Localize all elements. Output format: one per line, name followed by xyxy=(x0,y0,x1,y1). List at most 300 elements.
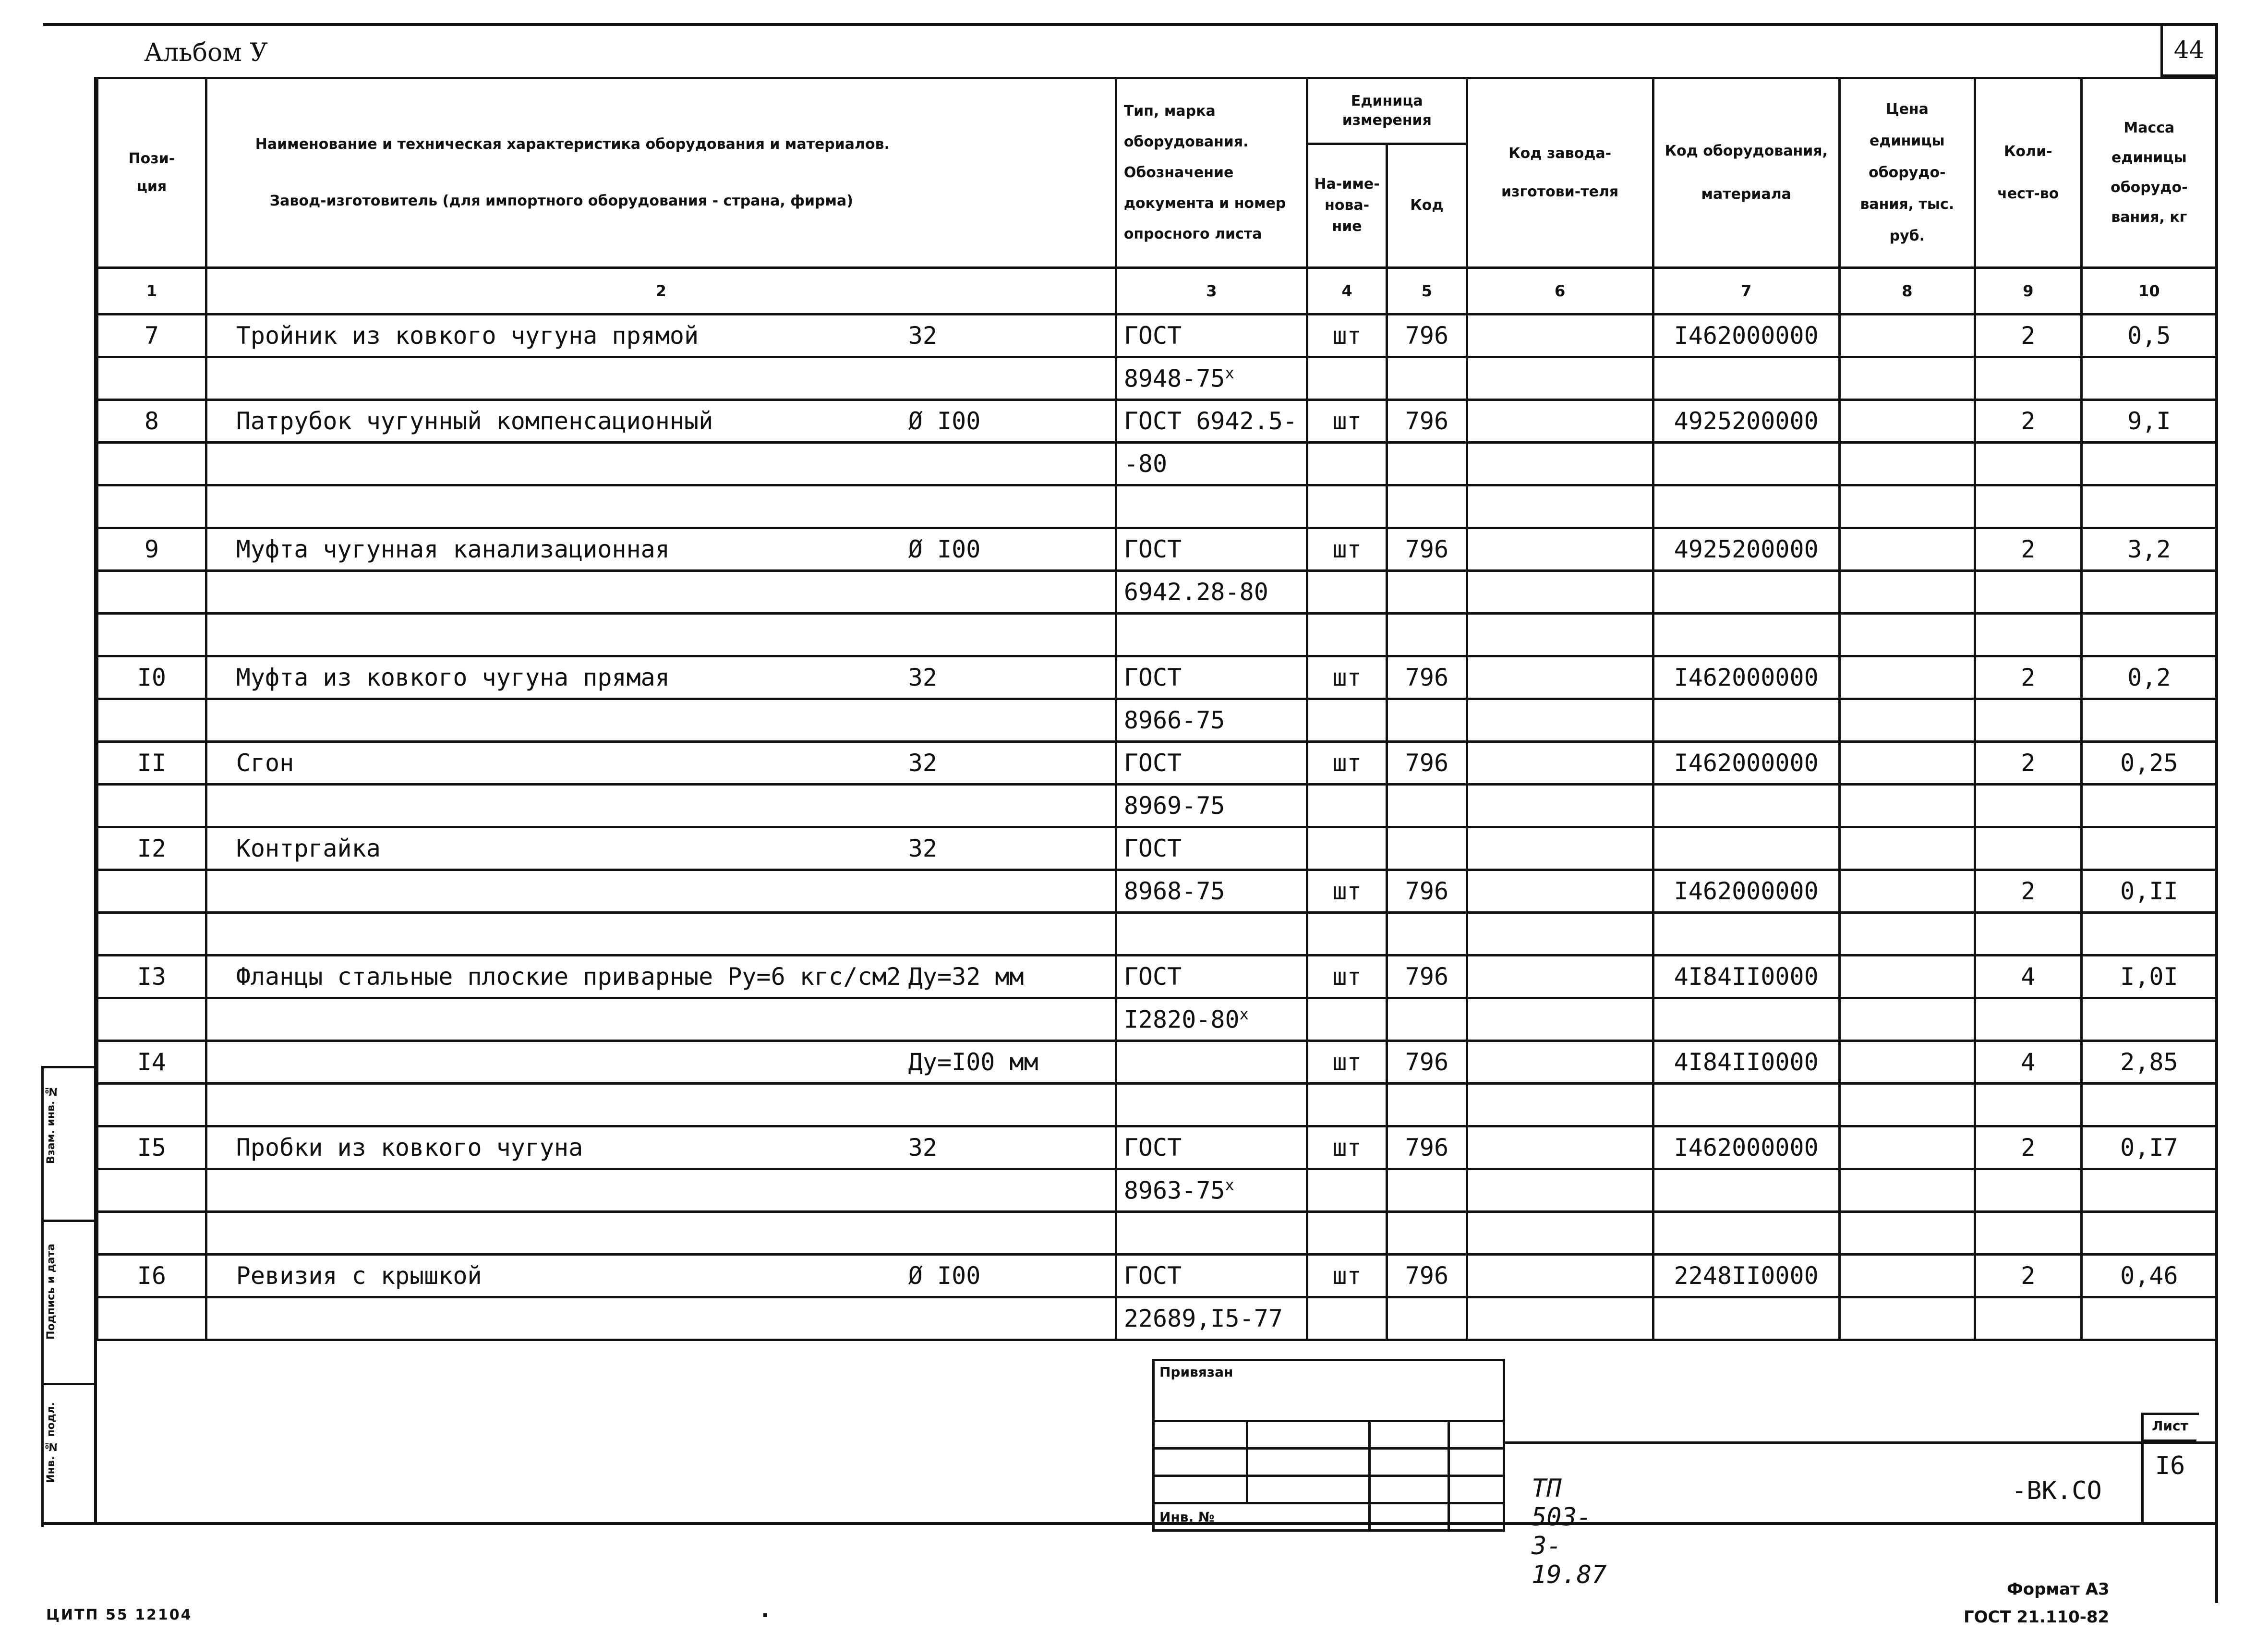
row-equipment-code: 4925200000 xyxy=(1653,400,1839,443)
row-quantity: 2 xyxy=(1975,656,2081,699)
row-mass: 3,2 xyxy=(2081,528,2217,571)
row-name-text: Пробки из ковкого чугуна xyxy=(236,1134,583,1161)
row-mass xyxy=(2081,699,2217,742)
table-row xyxy=(97,1084,2217,1126)
row-maker-code xyxy=(1467,1126,1653,1169)
row-price xyxy=(1839,827,1975,870)
row-unit-code xyxy=(1387,785,1467,827)
col-number: 2 xyxy=(206,268,1116,314)
side-label-replaced: Взам. инв. № xyxy=(45,1085,57,1164)
sheet-box-top xyxy=(2141,1413,2199,1415)
row-price xyxy=(1839,1084,1975,1126)
row-type-text: 6942.28-80 xyxy=(1123,578,1268,606)
row-type xyxy=(1116,870,1307,913)
row-name xyxy=(206,827,1116,870)
table-row xyxy=(97,699,2217,742)
row-size-text: Ду=32 мм xyxy=(908,963,1024,991)
column-numbers-row xyxy=(97,268,2217,314)
row-unit-code xyxy=(1387,485,1467,528)
row-quantity: 2 xyxy=(1975,400,2081,443)
row-unit-code: 796 xyxy=(1387,1126,1467,1169)
row-unit-code: 796 xyxy=(1387,314,1467,357)
row-unit-code: 796 xyxy=(1387,956,1467,998)
row-maker-code xyxy=(1467,485,1653,528)
spec-sheet xyxy=(96,77,2218,1335)
top-frame-line xyxy=(43,23,2218,26)
row-name xyxy=(206,443,1116,485)
side-strip-line xyxy=(41,1066,44,1527)
row-type-text: 8948-75 xyxy=(1123,364,1225,393)
document-code: ТП 503-3-19.87 xyxy=(1532,1474,1607,1589)
row-mass xyxy=(2081,913,2217,956)
side-strip xyxy=(41,1066,94,1527)
row-equipment-code xyxy=(1653,913,1839,956)
stamp-cell xyxy=(1370,1421,1449,1449)
row-quantity xyxy=(1975,1084,2081,1126)
stamp-bound-cell xyxy=(1154,1360,1504,1421)
row-mass xyxy=(2081,357,2217,400)
row-unit: шт xyxy=(1307,1126,1387,1169)
row-name xyxy=(206,1297,1116,1340)
row-unit-code: 796 xyxy=(1387,1255,1467,1297)
row-maker-code xyxy=(1467,400,1653,443)
row-type-text: ГОСТ xyxy=(1123,664,1182,691)
row-price xyxy=(1839,1255,1975,1297)
row-unit-code xyxy=(1387,1084,1467,1126)
row-name-text: Тройник из ковкого чугуна прямой xyxy=(236,322,699,350)
row-size-text: 32 xyxy=(908,835,938,862)
row-unit xyxy=(1307,1297,1387,1340)
table-row xyxy=(97,998,2217,1041)
col-number: 7 xyxy=(1653,268,1839,314)
row-quantity: 2 xyxy=(1975,1255,2081,1297)
row-unit-code: 796 xyxy=(1387,742,1467,785)
row-quantity: 2 xyxy=(1975,1126,2081,1169)
table-row xyxy=(97,656,2217,699)
col-pos-header: Пози- ция xyxy=(97,78,206,268)
row-maker-code xyxy=(1467,998,1653,1041)
row-type xyxy=(1116,998,1307,1041)
row-equipment-code: I462000000 xyxy=(1653,1126,1839,1169)
row-mass xyxy=(2081,614,2217,656)
row-equipment-code xyxy=(1653,1084,1839,1126)
row-quantity xyxy=(1975,485,2081,528)
row-unit: шт xyxy=(1307,1041,1387,1084)
row-mass xyxy=(2081,443,2217,485)
row-unit: шт xyxy=(1307,742,1387,785)
row-unit-code xyxy=(1387,1297,1467,1340)
row-type xyxy=(1116,571,1307,614)
row-equipment-code xyxy=(1653,485,1839,528)
row-maker-code xyxy=(1467,1212,1653,1255)
row-unit xyxy=(1307,443,1387,485)
side-strip-divider xyxy=(41,1383,94,1385)
row-position xyxy=(97,614,206,656)
row-type-text: ГОСТ xyxy=(1123,835,1182,862)
row-quantity xyxy=(1975,827,2081,870)
row-name xyxy=(206,956,1116,998)
row-position xyxy=(97,785,206,827)
row-price xyxy=(1839,956,1975,998)
row-type-superscript: х xyxy=(1225,364,1234,383)
row-equipment-code: I462000000 xyxy=(1653,870,1839,913)
row-type xyxy=(1116,443,1307,485)
row-maker-code xyxy=(1467,870,1653,913)
row-type xyxy=(1116,699,1307,742)
row-unit xyxy=(1307,1212,1387,1255)
row-unit: шт xyxy=(1307,400,1387,443)
row-unit-code xyxy=(1387,1169,1467,1212)
table-row xyxy=(97,357,2217,400)
table-row xyxy=(97,870,2217,913)
col-unit-group-header: Единица измерения xyxy=(1307,78,1467,144)
row-size-text: Ø I00 xyxy=(908,407,981,435)
row-position: II xyxy=(97,742,206,785)
row-size-text: 32 xyxy=(908,1134,938,1161)
row-position xyxy=(97,1297,206,1340)
row-type-text: 22689,I5-77 xyxy=(1123,1305,1283,1332)
row-position: I0 xyxy=(97,656,206,699)
row-mass xyxy=(2081,785,2217,827)
stamp-cell xyxy=(1449,1449,1504,1476)
row-unit: шт xyxy=(1307,314,1387,357)
row-unit-code: 796 xyxy=(1387,1041,1467,1084)
stamp-cell xyxy=(1247,1421,1370,1449)
row-type xyxy=(1116,528,1307,571)
row-price xyxy=(1839,699,1975,742)
row-equipment-code: 2248II0000 xyxy=(1653,1255,1839,1297)
row-mass xyxy=(2081,1212,2217,1255)
row-position xyxy=(97,1212,206,1255)
row-unit xyxy=(1307,1084,1387,1126)
footer-format: Формат А3 xyxy=(2007,1580,2110,1599)
row-name-text: Сгон xyxy=(236,749,294,777)
row-type xyxy=(1116,400,1307,443)
row-maker-code xyxy=(1467,827,1653,870)
row-unit xyxy=(1307,1169,1387,1212)
row-equipment-code xyxy=(1653,1169,1839,1212)
row-type-text: 8966-75 xyxy=(1123,706,1225,734)
row-unit: шт xyxy=(1307,956,1387,998)
stamp-cell xyxy=(1154,1421,1247,1449)
col-qty-header: Коли-чест-во xyxy=(1975,78,2081,268)
sheet-box xyxy=(2141,1413,2196,1522)
row-position: I4 xyxy=(97,1041,206,1084)
row-name xyxy=(206,1084,1116,1126)
table-row xyxy=(97,785,2217,827)
col-price-header: Цена единицы оборудо-вания, тыс. руб. xyxy=(1839,78,1975,268)
stamp-cell xyxy=(1154,1476,1247,1503)
row-quantity xyxy=(1975,1212,2081,1255)
row-unit xyxy=(1307,571,1387,614)
stamp-cell xyxy=(1370,1476,1449,1503)
row-quantity xyxy=(1975,357,2081,400)
col-number: 4 xyxy=(1307,268,1387,314)
row-unit xyxy=(1307,357,1387,400)
stamp-right-divider xyxy=(1503,1441,1505,1522)
row-unit xyxy=(1307,998,1387,1041)
row-quantity xyxy=(1975,998,2081,1041)
row-type xyxy=(1116,1084,1307,1126)
row-name-text: Фланцы стальные плоские приварные Ру=6 кгс/см2 xyxy=(236,963,901,991)
row-unit xyxy=(1307,614,1387,656)
row-type xyxy=(1116,785,1307,827)
row-maker-code xyxy=(1467,1084,1653,1126)
row-quantity xyxy=(1975,1169,2081,1212)
row-equipment-code xyxy=(1653,827,1839,870)
row-name-text: Патрубок чугунный компенсационный xyxy=(236,407,713,435)
row-equipment-code xyxy=(1653,998,1839,1041)
row-type-text: ГОСТ 6942.5- xyxy=(1123,407,1298,435)
row-mass: 0,II xyxy=(2081,870,2217,913)
row-equipment-code: I462000000 xyxy=(1653,314,1839,357)
row-maker-code xyxy=(1467,571,1653,614)
col-name-header-line1: Наименование и техническая характеристика оборудования и материалов. xyxy=(255,136,890,153)
stamp-inv-label: Инв. № xyxy=(1159,1509,1215,1525)
row-type-text: 8969-75 xyxy=(1123,792,1225,820)
stamp-cell xyxy=(1449,1421,1504,1449)
row-position: 9 xyxy=(97,528,206,571)
row-equipment-code xyxy=(1653,1212,1839,1255)
table-row xyxy=(97,956,2217,998)
row-position xyxy=(97,699,206,742)
row-type xyxy=(1116,1041,1307,1084)
table-row xyxy=(97,400,2217,443)
row-type xyxy=(1116,1255,1307,1297)
row-maker-code xyxy=(1467,357,1653,400)
row-size-text: 32 xyxy=(908,322,938,350)
row-type xyxy=(1116,314,1307,357)
row-price xyxy=(1839,1297,1975,1340)
row-equipment-code: I462000000 xyxy=(1653,742,1839,785)
table-row xyxy=(97,443,2217,485)
row-name xyxy=(206,699,1116,742)
row-type xyxy=(1116,656,1307,699)
row-mass: 0,25 xyxy=(2081,742,2217,785)
table-row xyxy=(97,1255,2217,1297)
row-mass: 0,5 xyxy=(2081,314,2217,357)
row-quantity xyxy=(1975,785,2081,827)
row-name xyxy=(206,1126,1116,1169)
col-number: 8 xyxy=(1839,268,1975,314)
row-name xyxy=(206,870,1116,913)
row-unit: шт xyxy=(1307,870,1387,913)
stamp-cell xyxy=(1247,1449,1370,1476)
row-price xyxy=(1839,485,1975,528)
row-price xyxy=(1839,314,1975,357)
row-equipment-code xyxy=(1653,357,1839,400)
row-price xyxy=(1839,400,1975,443)
album-title: Альбом У xyxy=(144,38,268,67)
table-row xyxy=(97,485,2217,528)
row-name xyxy=(206,1041,1116,1084)
row-position xyxy=(97,357,206,400)
row-equipment-code: 4925200000 xyxy=(1653,528,1839,571)
row-type-text: ГОСТ xyxy=(1123,1134,1182,1161)
table-row xyxy=(97,913,2217,956)
row-name xyxy=(206,785,1116,827)
row-maker-code xyxy=(1467,699,1653,742)
table-row xyxy=(97,1212,2217,1255)
row-quantity xyxy=(1975,614,2081,656)
row-type xyxy=(1116,1126,1307,1169)
row-quantity: 2 xyxy=(1975,742,2081,785)
row-type-text: ГОСТ xyxy=(1123,963,1182,991)
col-equip-code-header: Код оборудования, материала xyxy=(1653,78,1839,268)
col-number: 6 xyxy=(1467,268,1653,314)
table-row xyxy=(97,742,2217,785)
row-equipment-code xyxy=(1653,1297,1839,1340)
col-number: 10 xyxy=(2081,268,2217,314)
table-row xyxy=(97,1169,2217,1212)
row-name xyxy=(206,400,1116,443)
row-quantity xyxy=(1975,913,2081,956)
header-row xyxy=(97,78,2217,144)
stamp-cell xyxy=(1449,1476,1504,1503)
stamp-top-line xyxy=(1503,1441,2218,1444)
row-price xyxy=(1839,571,1975,614)
row-equipment-code: 4I84II0000 xyxy=(1653,1041,1839,1084)
col-unit-name-header: На-име-нова-ние xyxy=(1307,144,1387,267)
row-type xyxy=(1116,485,1307,528)
bottom-frame-line xyxy=(43,1522,2218,1525)
row-unit: шт xyxy=(1307,528,1387,571)
row-mass: 0,46 xyxy=(2081,1255,2217,1297)
row-position: I5 xyxy=(97,1126,206,1169)
row-mass: 0,I7 xyxy=(2081,1126,2217,1169)
row-position xyxy=(97,485,206,528)
col-unit-code-header: Код xyxy=(1387,144,1467,267)
row-maker-code xyxy=(1467,956,1653,998)
row-size-text: 32 xyxy=(908,664,938,691)
row-quantity xyxy=(1975,443,2081,485)
row-unit-code xyxy=(1387,998,1467,1041)
spec-rows xyxy=(97,314,2217,1340)
row-price xyxy=(1839,785,1975,827)
row-maker-code xyxy=(1467,913,1653,956)
row-quantity: 4 xyxy=(1975,1041,2081,1084)
row-quantity: 2 xyxy=(1975,314,2081,357)
col-maker-code-header: Код завода-изготови-теля xyxy=(1467,78,1653,268)
row-position xyxy=(97,571,206,614)
side-strip-divider xyxy=(41,1220,94,1222)
row-equipment-code xyxy=(1653,614,1839,656)
side-label-inventory: Инв. № подл. xyxy=(45,1402,57,1483)
row-unit-code xyxy=(1387,614,1467,656)
row-name xyxy=(206,1212,1116,1255)
row-mass: 9,I xyxy=(2081,400,2217,443)
row-position xyxy=(97,443,206,485)
row-type xyxy=(1116,1212,1307,1255)
row-price xyxy=(1839,614,1975,656)
col-mass-header: Масса единицы оборудо-вания, кг xyxy=(2081,78,2217,268)
row-mass xyxy=(2081,827,2217,870)
row-name xyxy=(206,656,1116,699)
row-mass: I,0I xyxy=(2081,956,2217,998)
side-label-signature: Подпись и дата xyxy=(45,1244,57,1340)
row-price xyxy=(1839,656,1975,699)
row-unit: шт xyxy=(1307,1255,1387,1297)
stamp-cell xyxy=(1370,1503,1449,1531)
row-unit xyxy=(1307,785,1387,827)
row-name xyxy=(206,614,1116,656)
row-quantity xyxy=(1975,1297,2081,1340)
row-mass xyxy=(2081,485,2217,528)
spec-table xyxy=(96,77,2218,1341)
row-type xyxy=(1116,1297,1307,1340)
row-size-text: Ду=I00 мм xyxy=(908,1048,1038,1076)
row-position: I3 xyxy=(97,956,206,998)
row-name xyxy=(206,1255,1116,1297)
row-maker-code xyxy=(1467,1255,1653,1297)
table-row xyxy=(97,571,2217,614)
row-quantity: 2 xyxy=(1975,528,2081,571)
row-position xyxy=(97,913,206,956)
table-row xyxy=(97,1297,2217,1340)
row-unit xyxy=(1307,913,1387,956)
row-unit-code: 796 xyxy=(1387,656,1467,699)
row-position xyxy=(97,1084,206,1126)
table-row xyxy=(97,827,2217,870)
row-price xyxy=(1839,443,1975,485)
row-unit-code xyxy=(1387,827,1467,870)
col-type-header: Тип, марка оборудования. Обозначение документа и номер опросного листа xyxy=(1116,78,1307,268)
footer-gost: ГОСТ 21.110-82 xyxy=(1964,1608,2110,1627)
row-type xyxy=(1116,956,1307,998)
row-type xyxy=(1116,614,1307,656)
row-mass xyxy=(2081,1297,2217,1340)
row-type xyxy=(1116,742,1307,785)
stamp-bound-label: Привязан xyxy=(1159,1364,1233,1380)
row-unit xyxy=(1307,699,1387,742)
row-price xyxy=(1839,1041,1975,1084)
stamp-inv-cell xyxy=(1154,1503,1370,1531)
col-name-header xyxy=(206,78,1116,268)
stamp-cell xyxy=(1154,1449,1247,1476)
row-unit-code xyxy=(1387,913,1467,956)
row-name xyxy=(206,571,1116,614)
row-type xyxy=(1116,1169,1307,1212)
row-price xyxy=(1839,913,1975,956)
row-maker-code xyxy=(1467,742,1653,785)
row-unit-code xyxy=(1387,443,1467,485)
table-row xyxy=(97,314,2217,357)
row-maker-code xyxy=(1467,1041,1653,1084)
stamp-cell xyxy=(1449,1503,1504,1531)
row-mass xyxy=(2081,1084,2217,1126)
row-type-text: 8968-75 xyxy=(1123,877,1225,905)
row-mass xyxy=(2081,998,2217,1041)
table-row xyxy=(97,1041,2217,1084)
row-name-text: Ревизия с крышкой xyxy=(236,1262,482,1290)
row-maker-code xyxy=(1467,614,1653,656)
row-type xyxy=(1116,913,1307,956)
sheet-label: Лист xyxy=(2144,1413,2196,1442)
row-price xyxy=(1839,998,1975,1041)
stamp-grid xyxy=(1152,1359,1505,1532)
row-mass xyxy=(2081,571,2217,614)
table-row xyxy=(97,1126,2217,1169)
row-position: 8 xyxy=(97,400,206,443)
row-equipment-code xyxy=(1653,785,1839,827)
row-mass: 2,85 xyxy=(2081,1041,2217,1084)
row-maker-code xyxy=(1467,1169,1653,1212)
row-maker-code xyxy=(1467,656,1653,699)
row-price xyxy=(1839,1169,1975,1212)
row-quantity xyxy=(1975,571,2081,614)
row-type-text: 8963-75 xyxy=(1123,1176,1225,1205)
row-name-text: Контргайка xyxy=(236,835,381,862)
